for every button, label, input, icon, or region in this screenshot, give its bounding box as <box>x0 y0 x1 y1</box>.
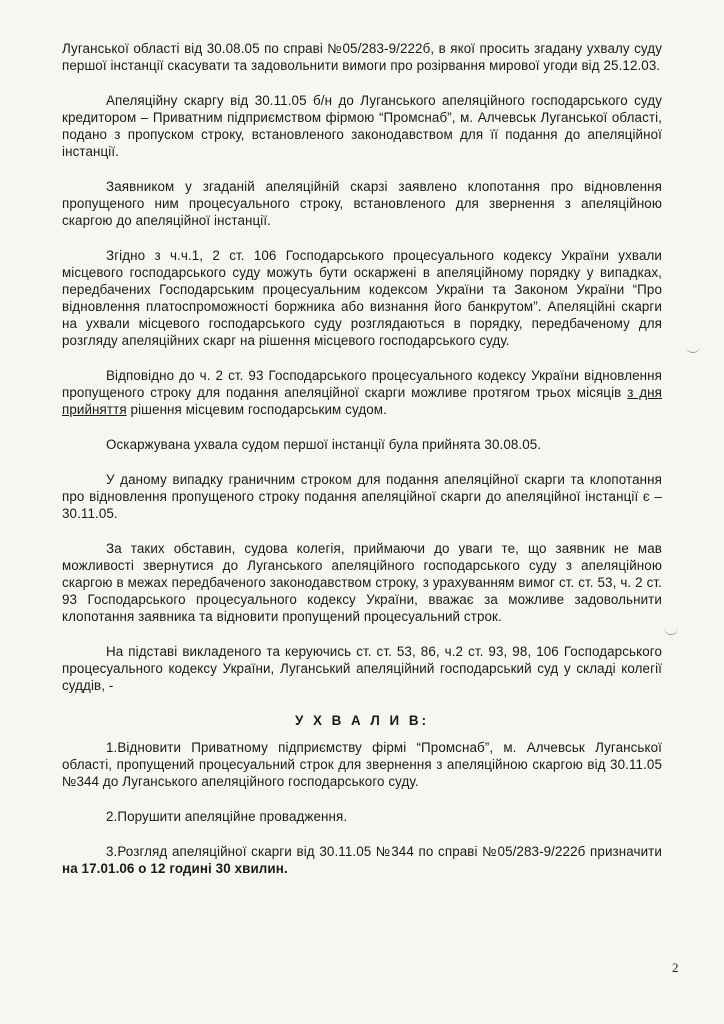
punch-hole-mark <box>686 342 700 353</box>
paragraph-4: Згідно з ч.ч.1, 2 ст. 106 Господарського процесуального кодексу України ухвали місцевого господарського суду можуть бути оскаржені в апеляційному порядку у випадках, передбачених Господарським процесуальним кодексом України та Законом України “Про відновлення платоспроможності боржника або визнання його банкрутом”. Апеляційні скарги на ухвали місцевого господарського суду розглядаються в порядку, передбаченому для розгляду апеляційних скарг на рішення місцевого господарського суду. <box>62 248 662 348</box>
paragraph-3: Заявником у згаданій апеляційній скарзі заявлено клопотання про відновлення пропущеного ним процесуального строку, встановленого для звернення з апеляційною скаргою до апеляційної інстанції. <box>62 179 662 228</box>
paragraph-5-start: Відповідно до ч. 2 ст. 93 Господарського процесуального кодексу України відновлення пропущеного строку для подання апеляційної скарги можливе протягом трьох місяців <box>62 368 662 400</box>
hearing-date: на 17.01.06 о 12 годині 30 хвилин. <box>62 861 288 876</box>
order-3-text: 3.Розгляд апеляційної скарги від 30.11.05 №344 по справі №05/283-9/222б призначити <box>106 844 662 859</box>
paragraph-1: Луганської області від 30.08.05 по справі №05/283-9/222б, в якої просить згадану ухвалу суду першої інстанції скасувати та задовольнити вимоги про розірвання мирової угоди від 25.12.03. <box>62 41 662 73</box>
paragraph-8: За таких обставин, судова колегія, приймаючи до уваги те, що заявник не мав можливості звернутися до Луганського апеляційного господарського суду з апеляційною скаргою в межах передбаченого законодавством строку, з урахуванням вимог ст. ст. 53, ч. 2 ст. 93 Господарського процесуального кодексу України, вважає за можливе задовольнити клопотання заявника та відновити пропущений процесуальний строк. <box>62 541 662 624</box>
paragraph-5 <box>62 367 662 418</box>
paragraph-5-end: рішення місцевим господарським судом. <box>126 402 387 417</box>
paragraph-2: Апеляційну скаргу від 30.11.05 б/н до Луганського апеляційного господарського суду кредитором – Приватним підприємством фірмою “Промснаб”, м. Алчевськ Луганської області, подано з пропуском строку, встановленого законодавством для її подання до апеляційної інстанції. <box>62 93 662 159</box>
page-number: 2 <box>672 960 679 975</box>
document-body <box>62 40 662 895</box>
order-3 <box>62 843 662 877</box>
underlined-phrase: з дня прийняття <box>62 385 663 417</box>
punch-hole-mark <box>664 624 678 635</box>
paragraph-9: На підставі викладеного та керуючись ст. ст. 53, 86, ч.2 ст. 93, 98, 106 Господарського процесуального кодексу України, Луганський апеляційний господарський суд у складі колегії суддів, - <box>62 644 662 693</box>
paragraph-6: Оскаржувана ухвала судом першої інстанції була прийнята 30.08.05. <box>106 437 542 452</box>
order-2: 2.Порушити апеляційне провадження. <box>106 809 348 824</box>
paragraph-7: У даному випадку граничним строком для подання апеляційної скарги та клопотання про відновлення пропущеного строку подання апеляційної скарги до апеляційної інстанції є – 30.11.05. <box>62 472 662 521</box>
order-1: 1.Відновити Приватному підприємству фірмі “Промснаб”, м. Алчевськ Луганської області, пропущений процесуальний строк для звернення з апеляційною скаргою від 30.11.05 №344 до Луганського апеляційного господарського суду. <box>62 740 662 789</box>
resolution-heading: У Х В А Л И В: <box>294 713 430 728</box>
